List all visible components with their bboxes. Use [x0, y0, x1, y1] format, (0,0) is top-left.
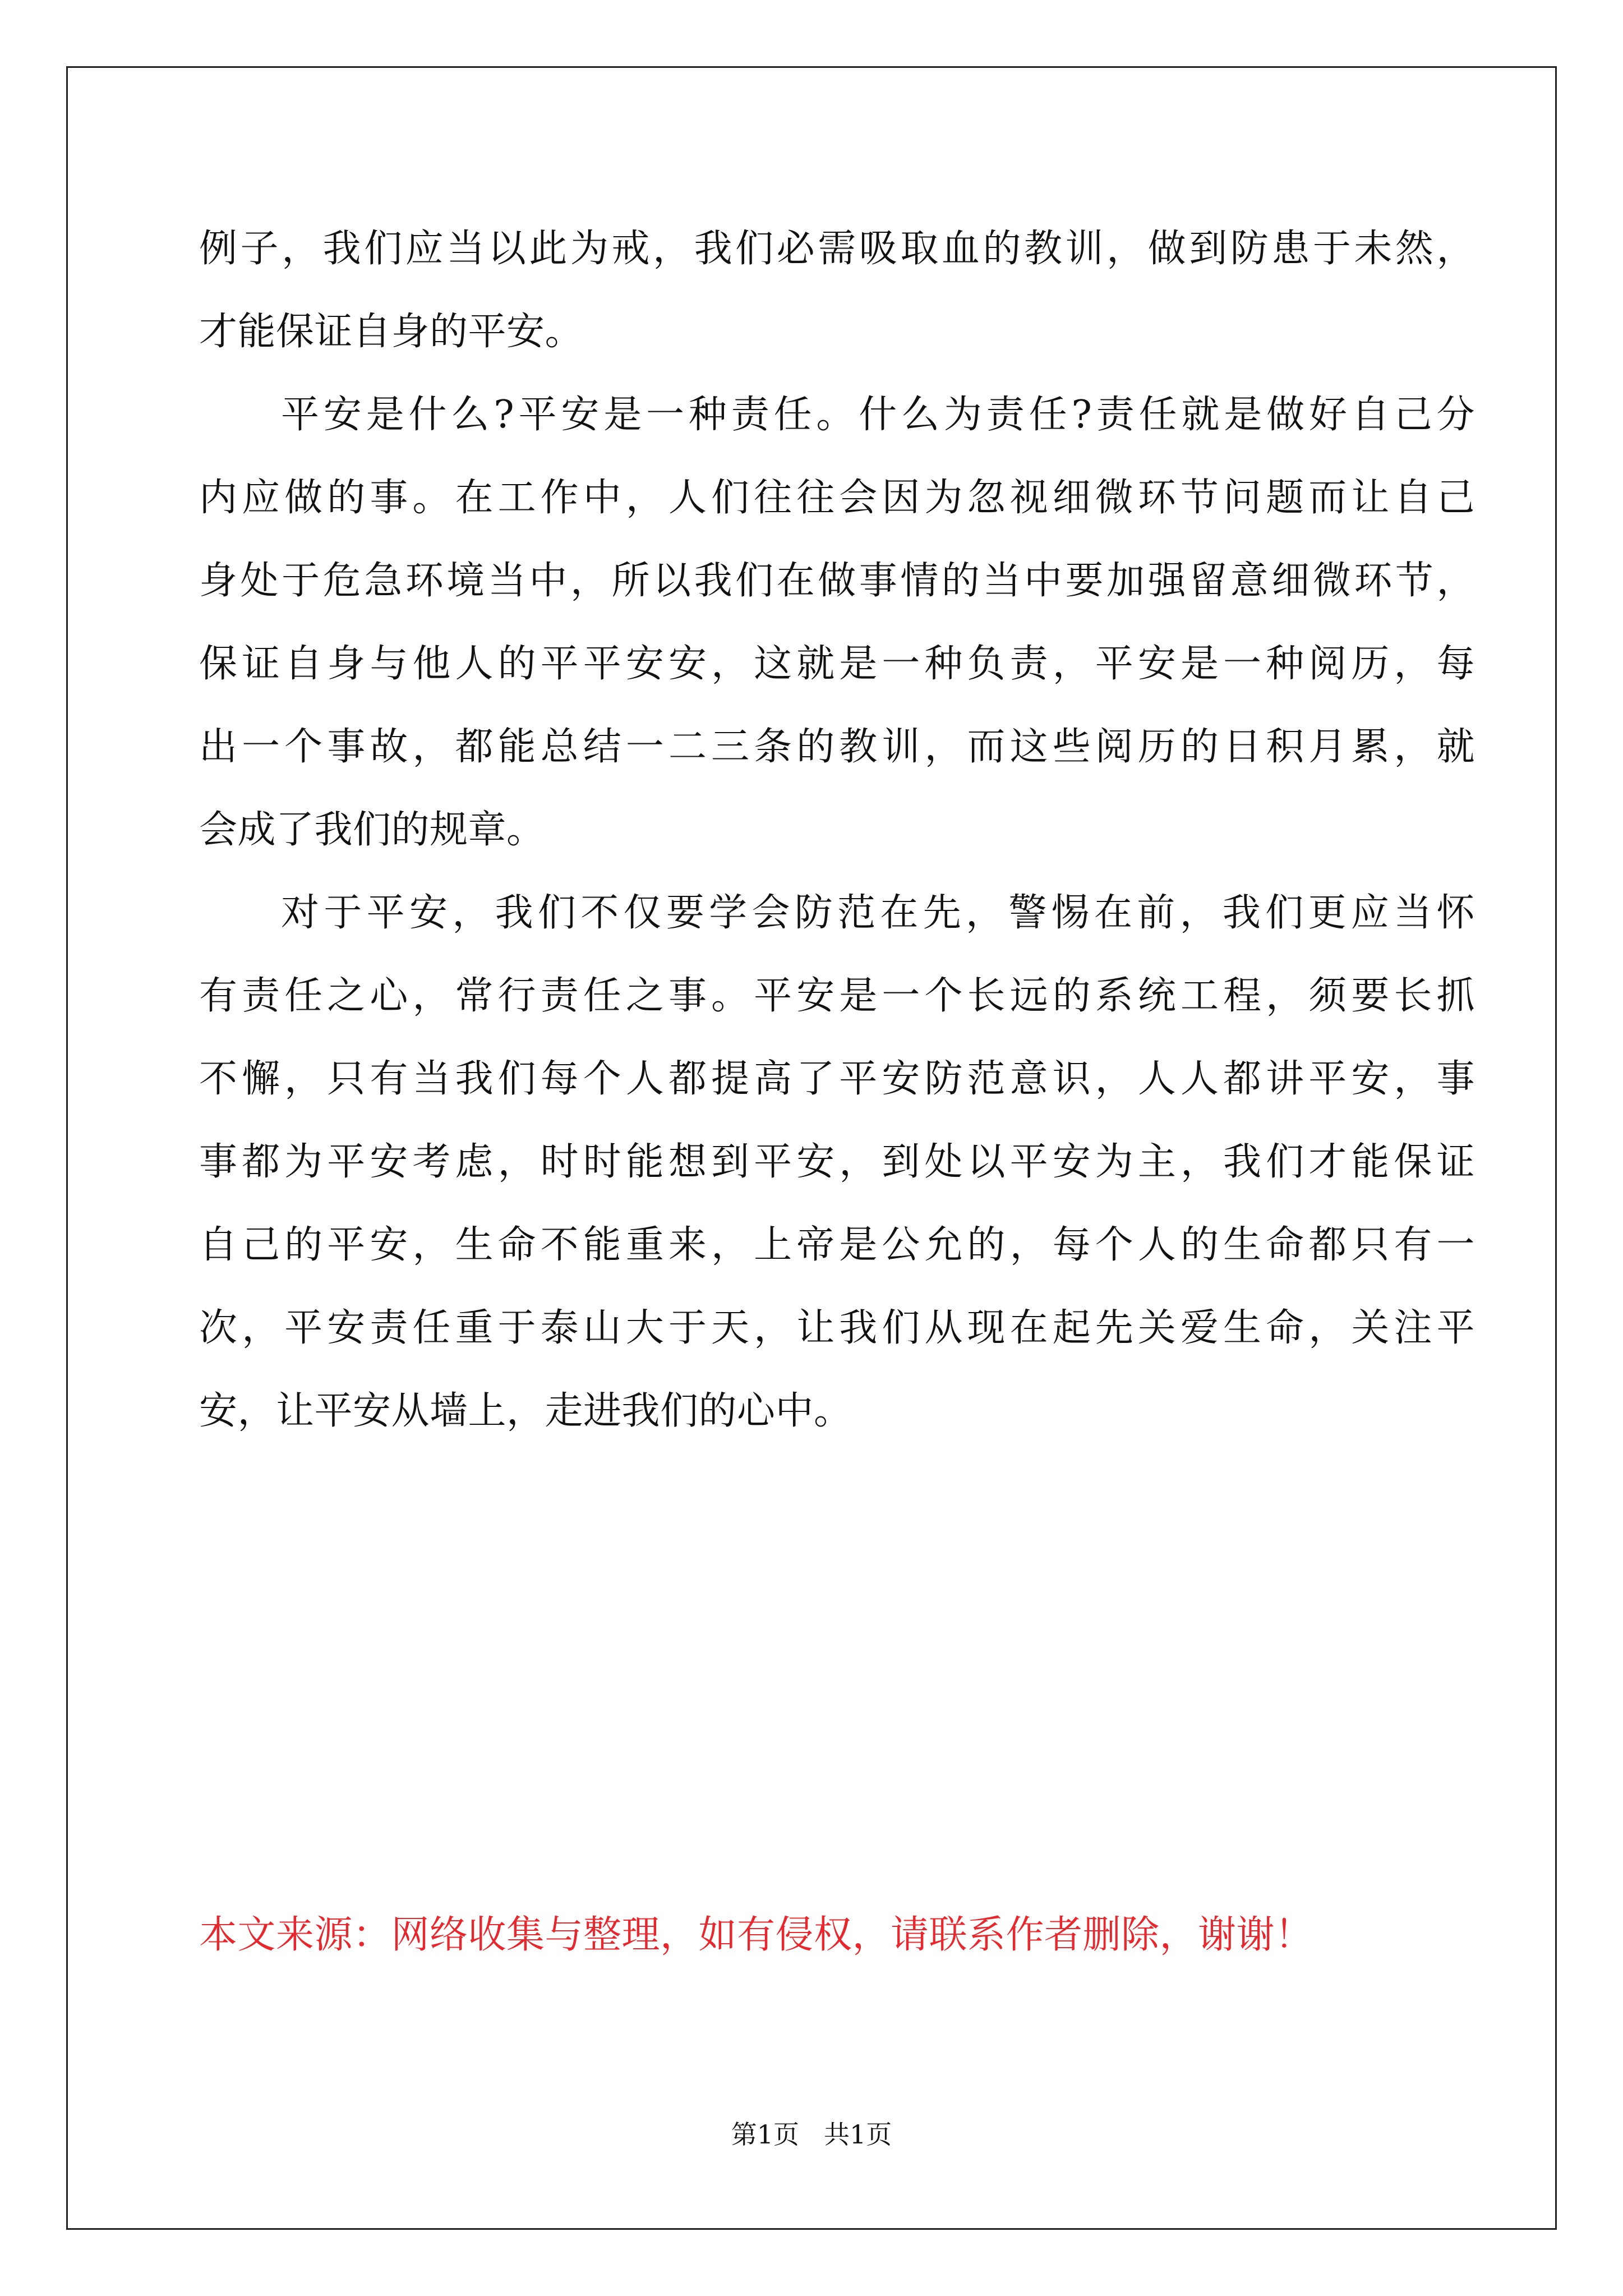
text-line: 对于平安，我们不仅要学会防范在先，警惕在前，我们更应当怀	[281, 891, 1475, 935]
page-number: 第1页	[731, 2119, 800, 2150]
paragraph-2	[199, 374, 1475, 872]
text-line: 有责任之心，常行责任之事。平安是一个长远的系统工程，须要长抓	[199, 974, 1475, 1018]
document-body	[199, 208, 1475, 1453]
page-footer	[0, 2118, 1623, 2151]
text-line: 保证自身与他人的平平安安，这就是一种负责，平安是一种阅历，每	[199, 642, 1475, 686]
text-line: 出一个事故，都能总结一二三条的教训，而这些阅历的日积月累，就	[199, 725, 1475, 769]
paragraph-1	[199, 208, 1475, 374]
text-line: 不懈，只有当我们每个人都提高了平安防范意识，人人都讲平安，事	[199, 1057, 1475, 1101]
text-line: 内应做的事。在工作中，人们往往会因为忽视细微环节问题而让自己	[199, 476, 1475, 520]
text-line: 安，让平安从墙上，走进我们的心中。	[199, 1389, 852, 1433]
text-line: 会成了我们的规章。	[199, 808, 545, 852]
source-note: 本文来源：网络收集与整理，如有侵权，请联系作者删除，谢谢！	[199, 1913, 1313, 1957]
paragraph-3	[199, 872, 1475, 1453]
text-line: 身处于危急环境当中，所以我们在做事情的当中要加强留意细微环节，	[199, 559, 1475, 603]
text-line: 例子，我们应当以此为戒，我们必需吸取血的教训，做到防患于未然，	[199, 227, 1475, 271]
text-line: 自己的平安，生命不能重来，上帝是公允的，每个人的生命都只有一	[199, 1223, 1475, 1267]
text-line: 次，平安责任重于泰山大于天，让我们从现在起先关爱生命，关注平	[199, 1306, 1475, 1350]
text-line: 才能保证自身的平安。	[199, 310, 584, 354]
page-count: 共1页	[823, 2119, 892, 2150]
text-line: 平安是什么?平安是一种责任。什么为责任?责任就是做好自己分	[281, 393, 1475, 437]
text-line: 事都为平安考虑，时时能想到平安，到处以平安为主，我们才能保证	[199, 1140, 1475, 1184]
